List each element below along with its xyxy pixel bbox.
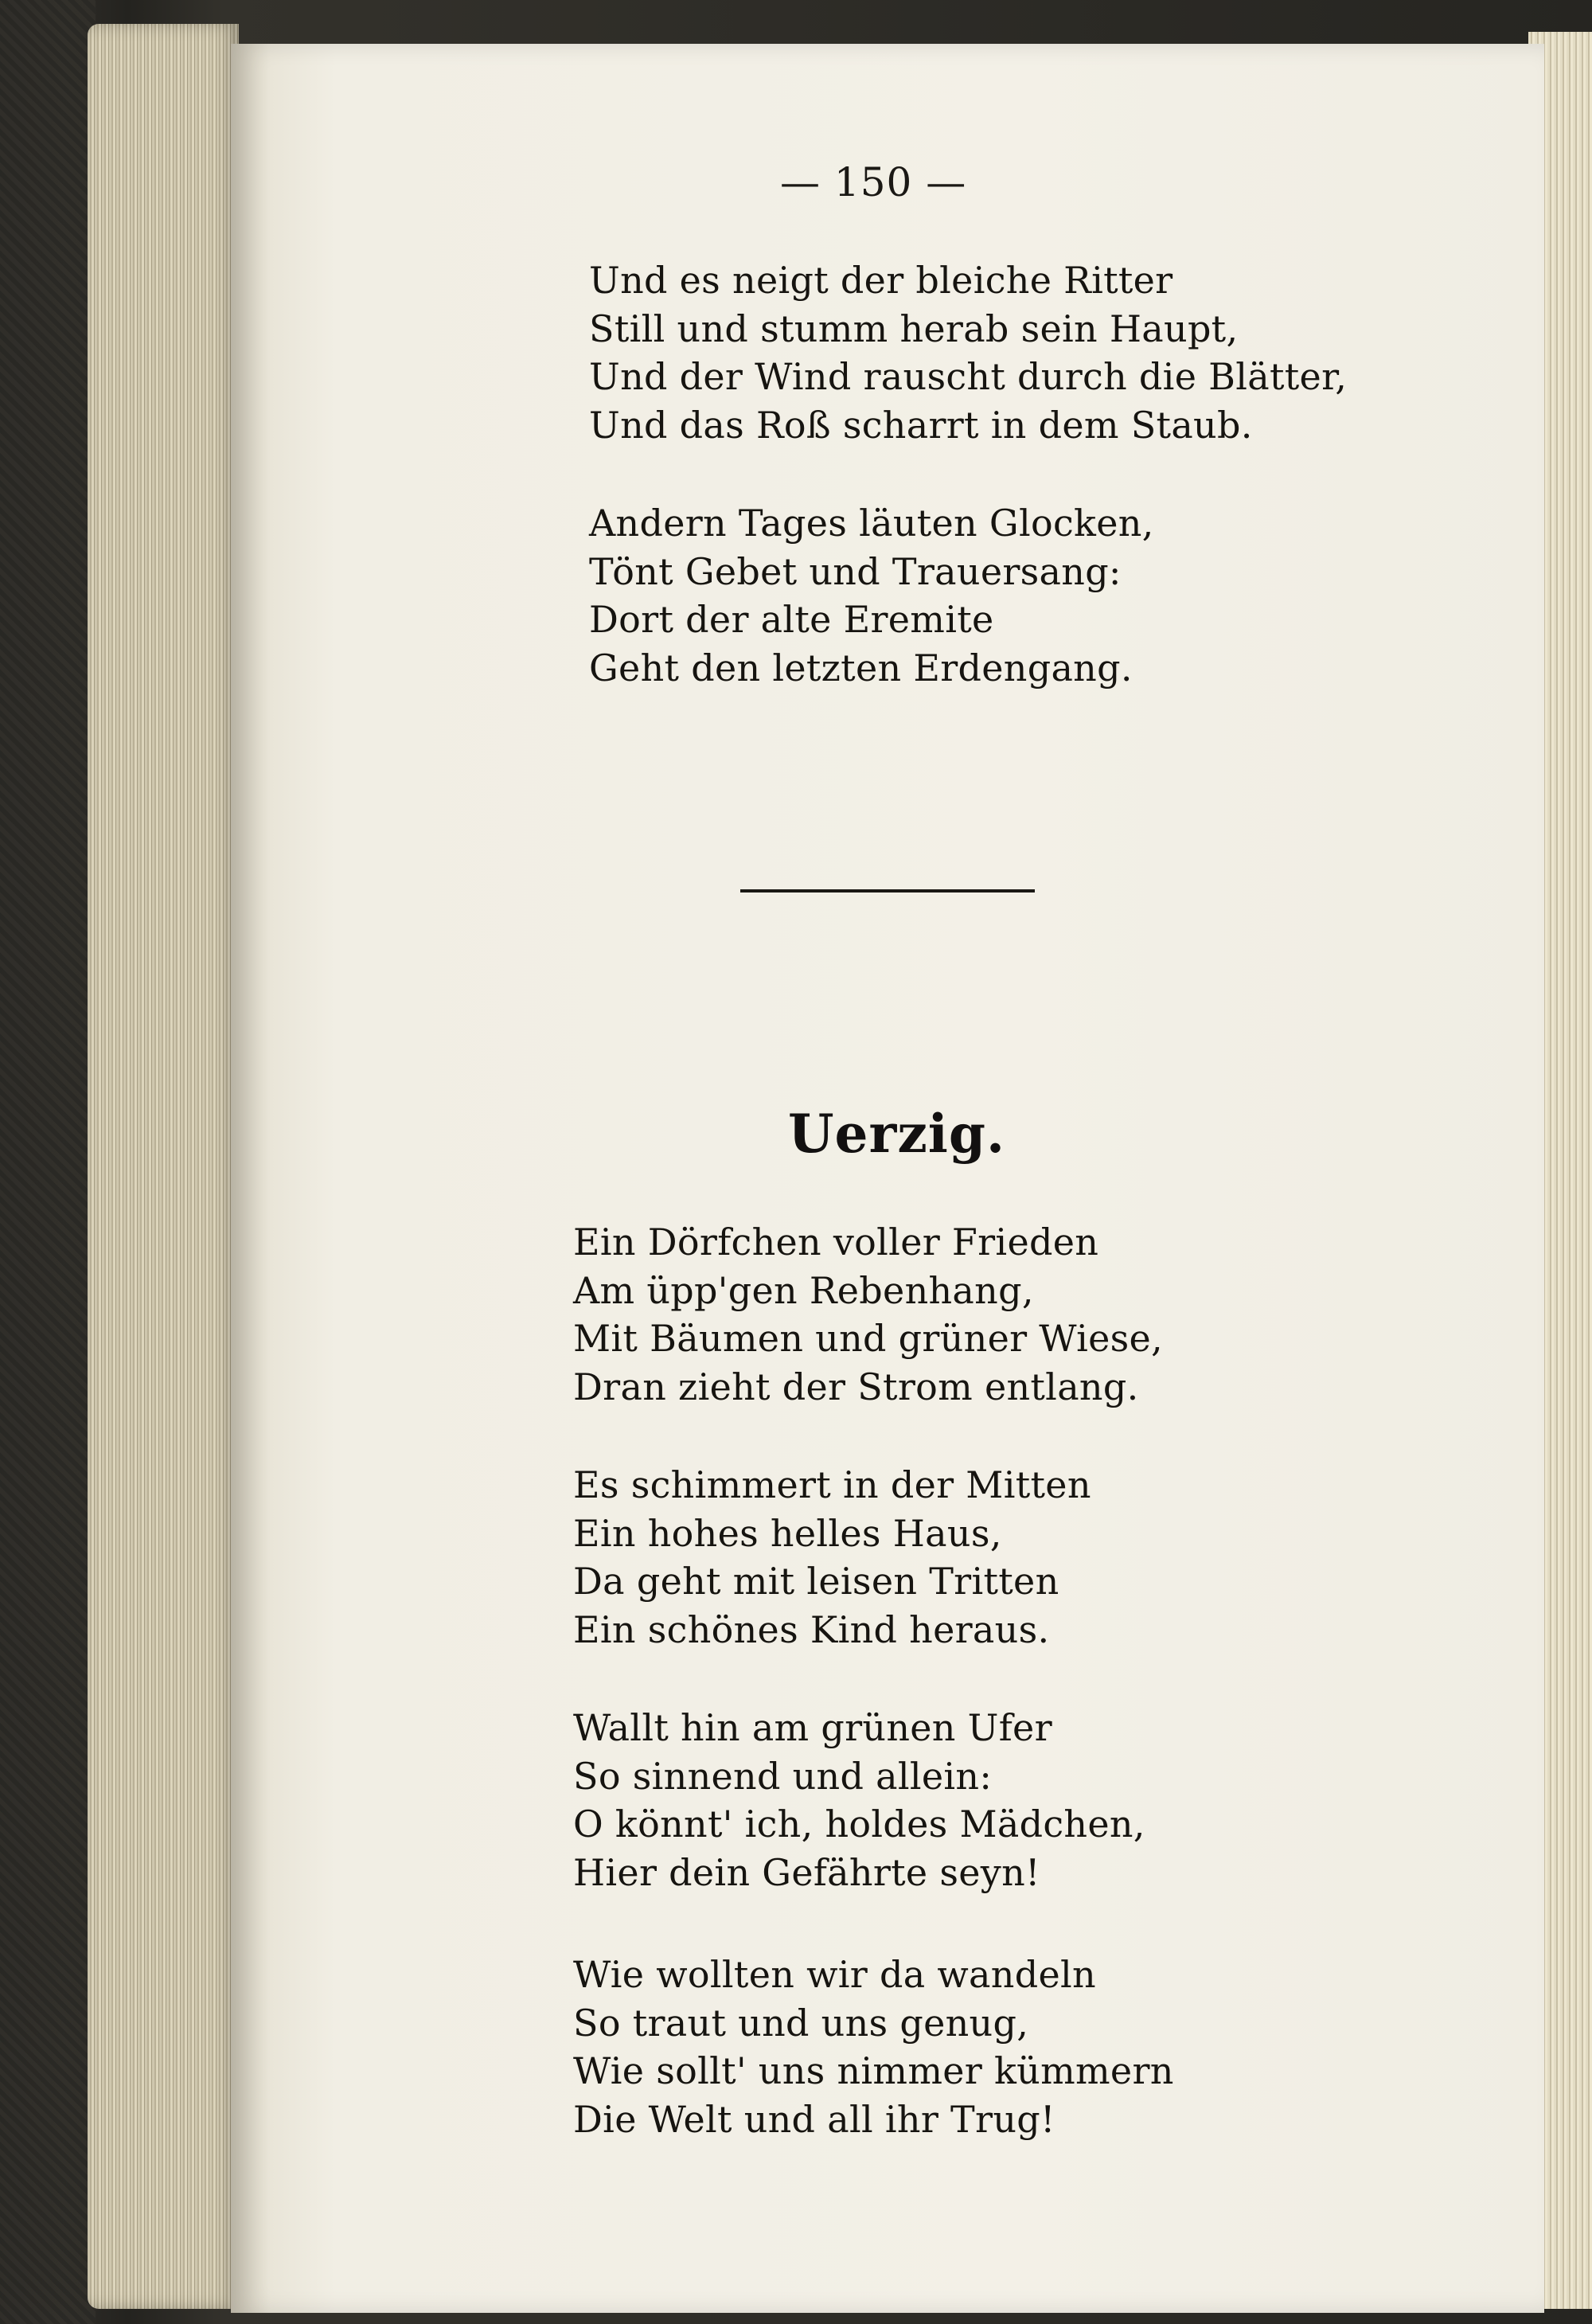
verse-line: O könnt' ich, holdes Mädchen,: [573, 1803, 1145, 1846]
verse-line: Wie wollten wir da wandeln: [573, 1953, 1096, 1996]
stanza: [589, 256, 1348, 449]
book-cover-edge: [0, 0, 96, 2324]
verse-line: Hier dein Gefährte seyn!: [573, 1850, 1040, 1894]
verse-line: Die Welt und all ihr Trug!: [573, 2097, 1055, 2141]
verse-line: So traut und uns genug,: [573, 2001, 1029, 2045]
stanza: [573, 1218, 1290, 1411]
verse-line: So sinnend und allein:: [573, 1754, 993, 1798]
verse-line: Und der Wind rauscht durch die Blätter,: [589, 355, 1348, 398]
poem-title: Uerzig.: [788, 1103, 1005, 1165]
verse-line: Still und stumm herab sein Haupt,: [589, 307, 1239, 350]
verse-line: Dran zieht der Strom entlang.: [573, 1365, 1139, 1408]
verse-line: Ein Dörfchen voller Frieden: [573, 1221, 1099, 1264]
stanza: [589, 499, 1305, 692]
verse-line: Wie sollt' uns nimmer kümmern: [573, 2049, 1174, 2092]
verse-line: Andern Tages läuten Glocken,: [589, 502, 1154, 545]
stanza: [573, 1704, 1290, 1896]
verse-line: Und es neigt der bleiche Ritter: [589, 259, 1173, 302]
verse-line: Geht den letzten Erdengang.: [589, 646, 1133, 689]
verse-line: Es schimmert in der Mitten: [573, 1463, 1091, 1506]
verse-line: Am üpp'gen Rebenhang,: [573, 1268, 1034, 1312]
stanza: [573, 1951, 1290, 2143]
page-edges-left: [88, 24, 239, 2309]
verse-line: Ein schönes Kind heraus.: [573, 1607, 1050, 1651]
verse-line: Mit Bäumen und grüner Wiese,: [573, 1317, 1163, 1360]
verse-line: Und das Roß scharrt in dem Staub.: [589, 403, 1253, 447]
stanza: [573, 1461, 1290, 1654]
verse-line: Ein hohes helles Haus,: [573, 1511, 1002, 1555]
verse-line: Wallt hin am grünen Ufer: [573, 1706, 1052, 1749]
page-number: — 150 —: [780, 159, 967, 205]
verse-line: Dort der alte Eremite: [589, 598, 994, 641]
section-divider: [740, 889, 1035, 892]
verse-line: Tönt Gebet und Trauersang:: [589, 549, 1122, 593]
verse-line: Da geht mit leisen Tritten: [573, 1560, 1059, 1603]
